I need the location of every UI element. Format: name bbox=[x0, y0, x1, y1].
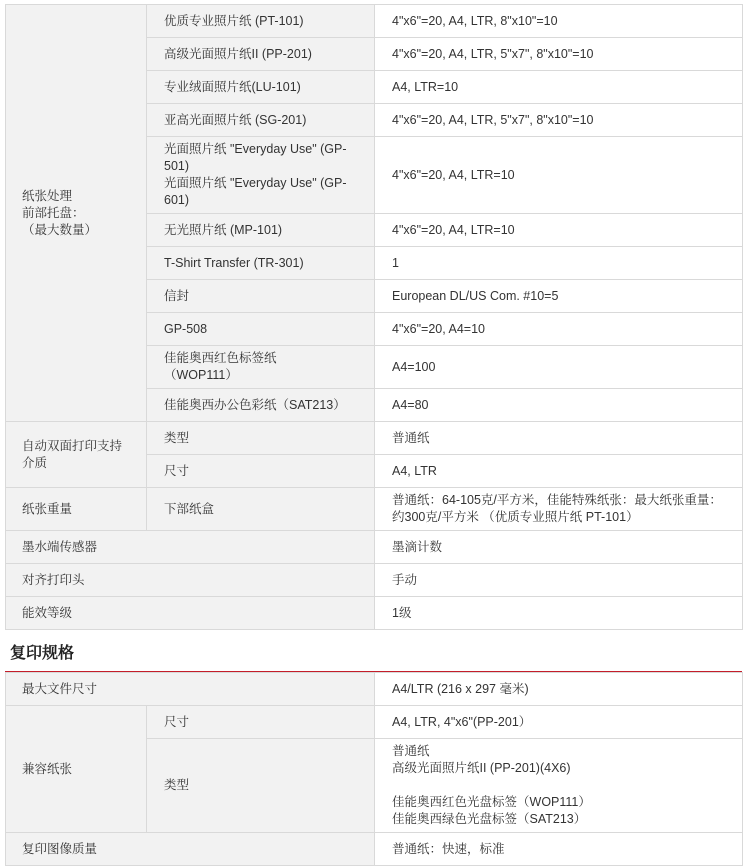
paper-name: 信封 bbox=[147, 280, 375, 313]
energy-rating-label: 能效等级 bbox=[6, 597, 375, 630]
paper-weight-label: 纸张重量 bbox=[6, 488, 147, 531]
paper-capacity: 4"x6"=20, A4, LTR, 8"x10"=10 bbox=[375, 5, 743, 38]
paper-name: GP-508 bbox=[147, 313, 375, 346]
paper-name: 专业绒面照片纸(LU-101) bbox=[147, 71, 375, 104]
head-alignment-value: 手动 bbox=[375, 564, 743, 597]
max-doc-size-value: A4/LTR (216 x 297 毫米) bbox=[375, 673, 743, 706]
copy-type-value: 普通纸 高级光面照片纸II (PP-201)(4X6) 佳能奥西红色光盘标签（WOP111） 佳能奥西绿色光盘标签（SAT213） bbox=[375, 739, 743, 833]
image-quality-label: 复印图像质量 bbox=[6, 833, 375, 866]
paper-name: T-Shirt Transfer (TR-301) bbox=[147, 247, 375, 280]
paper-name: 高级光面照片纸II (PP-201) bbox=[147, 38, 375, 71]
copy-size-value: A4, LTR, 4"x6"(PP-201） bbox=[375, 706, 743, 739]
paper-name: 无光照片纸 (MP-101) bbox=[147, 214, 375, 247]
paper-name: 光面照片纸 "Everyday Use" (GP-501) 光面照片纸 "Everyday Use" (GP-601) bbox=[147, 137, 375, 214]
paper-capacity: 4"x6"=20, A4=10 bbox=[375, 313, 743, 346]
paper-capacity: A4, LTR=10 bbox=[375, 71, 743, 104]
duplex-type-value: 普通纸 bbox=[375, 422, 743, 455]
copy-spec-heading: 复印规格 bbox=[10, 645, 75, 662]
ink-sensor-value: 墨滴计数 bbox=[375, 531, 743, 564]
copy-type-label: 类型 bbox=[147, 739, 375, 833]
paper-name: 佳能奥西办公色彩纸（SAT213） bbox=[147, 389, 375, 422]
paper-capacity: 4"x6"=20, A4, LTR, 5"x7", 8"x10"=10 bbox=[375, 38, 743, 71]
head-alignment-label: 对齐打印头 bbox=[6, 564, 375, 597]
max-doc-size-label: 最大文件尺寸 bbox=[6, 673, 375, 706]
copy-size-label: 尺寸 bbox=[147, 706, 375, 739]
paper-capacity: A4=80 bbox=[375, 389, 743, 422]
energy-rating-value: 1级 bbox=[375, 597, 743, 630]
ink-sensor-label: 墨水端传感器 bbox=[6, 531, 375, 564]
paper-weight-value: 普通纸：64-105克/平方米，佳能特殊纸张：最大纸张重量：约300克/平方米 （优质专业照片纸 PT-101） bbox=[375, 488, 743, 531]
paper-handling-label: 纸张处理 前部托盘： （最大数量） bbox=[6, 5, 147, 422]
paper-capacity: A4=100 bbox=[375, 346, 743, 389]
duplex-size-label: 尺寸 bbox=[147, 455, 375, 488]
paper-capacity: 4"x6"=20, A4, LTR=10 bbox=[375, 137, 743, 214]
image-quality-value: 普通纸：快速，标准 bbox=[375, 833, 743, 866]
duplex-type-label: 类型 bbox=[147, 422, 375, 455]
copy-spec-table bbox=[5, 672, 743, 866]
paper-capacity: 4"x6"=20, A4, LTR=10 bbox=[375, 214, 743, 247]
paper-name: 亚高光面照片纸 (SG-201) bbox=[147, 104, 375, 137]
paper-capacity: 1 bbox=[375, 247, 743, 280]
compatible-paper-label: 兼容纸张 bbox=[6, 706, 147, 833]
paper-name: 佳能奥西红色标签纸 （WOP111） bbox=[147, 346, 375, 389]
paper-capacity: 4"x6"=20, A4, LTR, 5"x7", 8"x10"=10 bbox=[375, 104, 743, 137]
paper-weight-tray: 下部纸盒 bbox=[147, 488, 375, 531]
print-spec-table bbox=[5, 4, 743, 630]
duplex-label: 自动双面打印支持介质 bbox=[6, 422, 147, 488]
paper-capacity: European DL/US Com. #10=5 bbox=[375, 280, 743, 313]
paper-name: 优质专业照片纸 (PT-101) bbox=[147, 5, 375, 38]
duplex-size-value: A4, LTR bbox=[375, 455, 743, 488]
